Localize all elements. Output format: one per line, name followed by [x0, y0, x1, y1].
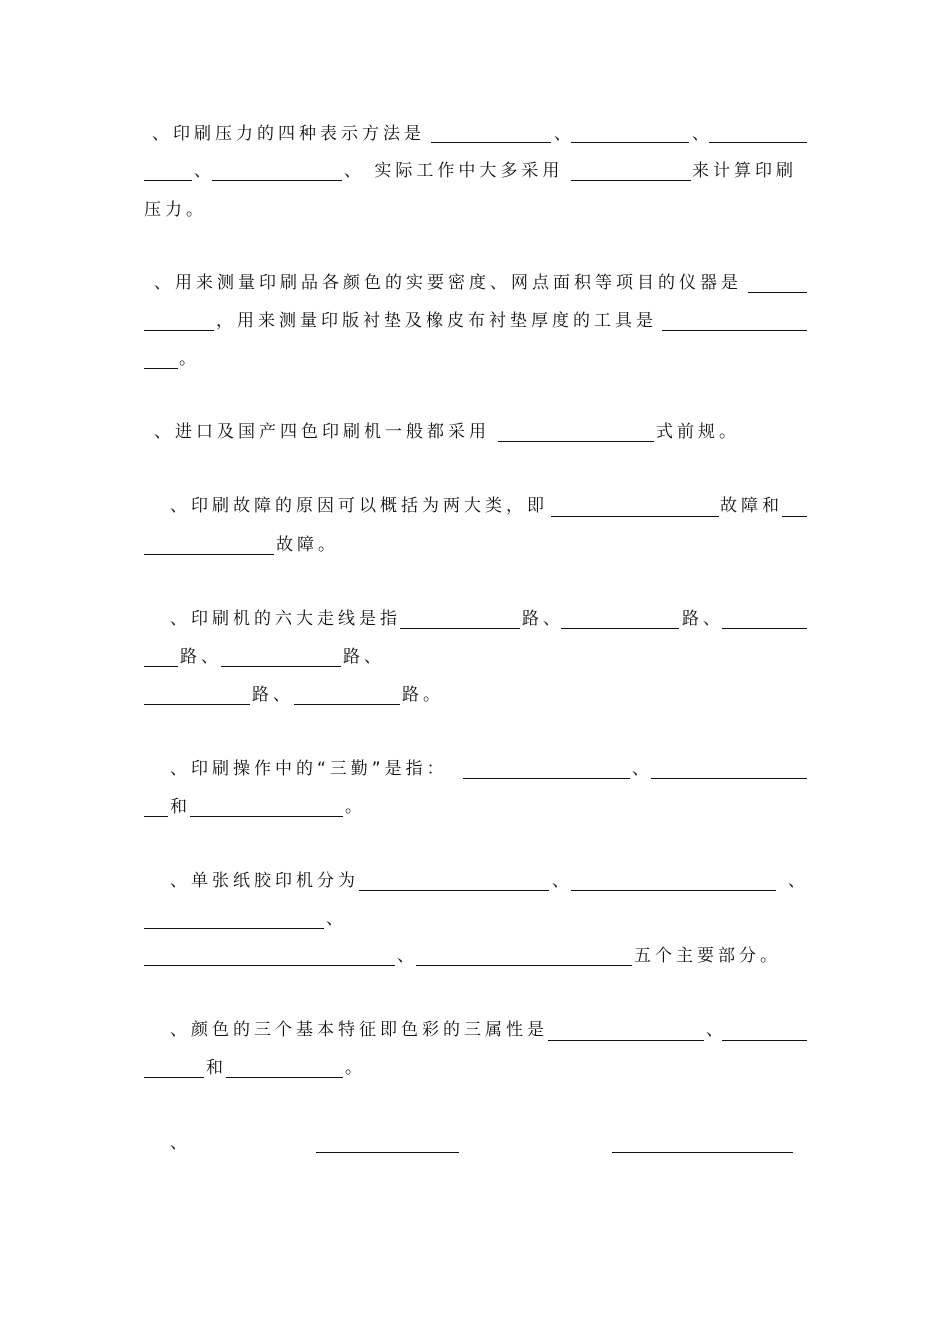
- q8-blank-2b[interactable]: [144, 1077, 204, 1078]
- q5-sep-2: 路、: [682, 609, 724, 629]
- q1-sep-3: 、: [194, 161, 215, 181]
- q8-text-intro: 、颜色的三个基本特征即色彩的三属性是: [170, 1020, 548, 1040]
- q8-text-end: 。: [345, 1058, 366, 1078]
- q6-text-intro: 、印刷操作中的“三勤”是指：: [170, 759, 448, 779]
- q5-blank-3a[interactable]: [722, 628, 807, 629]
- q7-blank-3[interactable]: [144, 928, 324, 929]
- q2-blank-1a[interactable]: [748, 292, 807, 293]
- q2-text-mid: ，用来测量印版衬垫及橡皮布衬垫厚度的工具是: [216, 311, 657, 331]
- q6-blank-2a[interactable]: [651, 778, 807, 779]
- q5-blank-4[interactable]: [221, 666, 341, 667]
- q7-sep-3: 、: [326, 909, 347, 929]
- q7-sep-1: 、: [552, 871, 573, 891]
- q7-blank-1[interactable]: [359, 890, 549, 891]
- q7-sep-2: 、: [788, 871, 809, 891]
- q4-text-intro: 、印刷故障的原因可以概括为两大类，即: [170, 496, 548, 516]
- q7-blank-2[interactable]: [571, 890, 776, 891]
- q1-blank-5[interactable]: [571, 180, 691, 181]
- q6-sep-1: 、: [632, 759, 653, 779]
- q5-sep-1: 路、: [522, 609, 564, 629]
- q7-text-end: 五个主要部分。: [634, 946, 781, 966]
- q1-blank-2[interactable]: [571, 142, 689, 143]
- q7-blank-4[interactable]: [144, 965, 395, 966]
- q2-blank-1b[interactable]: [144, 330, 214, 331]
- q2-blank-2b[interactable]: [144, 368, 178, 369]
- q5-sep-3: 路、: [180, 647, 222, 667]
- q8-sep-1: 、: [706, 1020, 727, 1040]
- q4-text-end: 故障。: [276, 535, 339, 555]
- q4-blank-1[interactable]: [551, 516, 719, 517]
- q1-text-intro: 、印刷压力的四种表示方法是: [152, 124, 425, 144]
- q8-text-and: 和: [206, 1058, 227, 1078]
- q7-text-intro: 、单张纸胶印机分为: [170, 871, 359, 891]
- q4-blank-2b[interactable]: [144, 554, 274, 555]
- q3-text-intro: 、进口及国产四色印刷机一般都采用: [154, 422, 490, 442]
- q5-blank-6[interactable]: [294, 704, 400, 705]
- q4-text-mid: 故障和: [720, 496, 783, 516]
- q1-blank-3b[interactable]: [144, 180, 192, 181]
- q1-blank-3a[interactable]: [709, 142, 807, 143]
- q8-blank-1[interactable]: [548, 1040, 704, 1041]
- q9-blank-1[interactable]: [316, 1152, 459, 1153]
- q6-text-end: 。: [345, 797, 366, 817]
- q8-blank-3[interactable]: [226, 1077, 343, 1078]
- q2-text-end: 。: [179, 349, 200, 369]
- q1-blank-4[interactable]: [212, 180, 342, 181]
- q1-sep-2: 、: [692, 124, 713, 144]
- q5-text-intro: 、印刷机的六大走线是指: [170, 609, 401, 629]
- q3-text-end: 式前规。: [656, 422, 740, 442]
- q6-blank-3[interactable]: [190, 816, 343, 817]
- q4-blank-2a[interactable]: [782, 516, 807, 517]
- q2-blank-2a[interactable]: [662, 330, 807, 331]
- q5-sep-5: 路、: [252, 685, 294, 705]
- q9-blank-2[interactable]: [612, 1152, 793, 1153]
- q5-sep-4: 路、: [343, 647, 385, 667]
- q6-blank-2b[interactable]: [144, 816, 168, 817]
- q3-blank-1[interactable]: [498, 441, 654, 442]
- q5-text-end: 路。: [402, 685, 444, 705]
- q2-text-intro: 、用来测量印刷品各颜色的实要密度、网点面积等项目的仪器是: [154, 273, 742, 293]
- q1-text-tail: 来计算印刷: [692, 161, 797, 181]
- q7-sep-4: 、: [397, 946, 418, 966]
- q6-blank-1[interactable]: [463, 778, 630, 779]
- q8-blank-2a[interactable]: [722, 1040, 807, 1041]
- q7-blank-5[interactable]: [416, 965, 632, 966]
- q1-text-mid: 、 实际工作中大多采用: [344, 161, 564, 181]
- q5-blank-3b[interactable]: [144, 666, 178, 667]
- q5-blank-1[interactable]: [400, 628, 520, 629]
- q1-blank-1[interactable]: [431, 142, 551, 143]
- q1-text-end: 压力。: [144, 200, 207, 220]
- q9-text-intro: 、: [170, 1133, 191, 1153]
- q5-blank-5[interactable]: [144, 704, 250, 705]
- q1-sep-1: 、: [554, 124, 575, 144]
- q5-blank-2[interactable]: [561, 628, 679, 629]
- q6-text-and: 和: [170, 797, 191, 817]
